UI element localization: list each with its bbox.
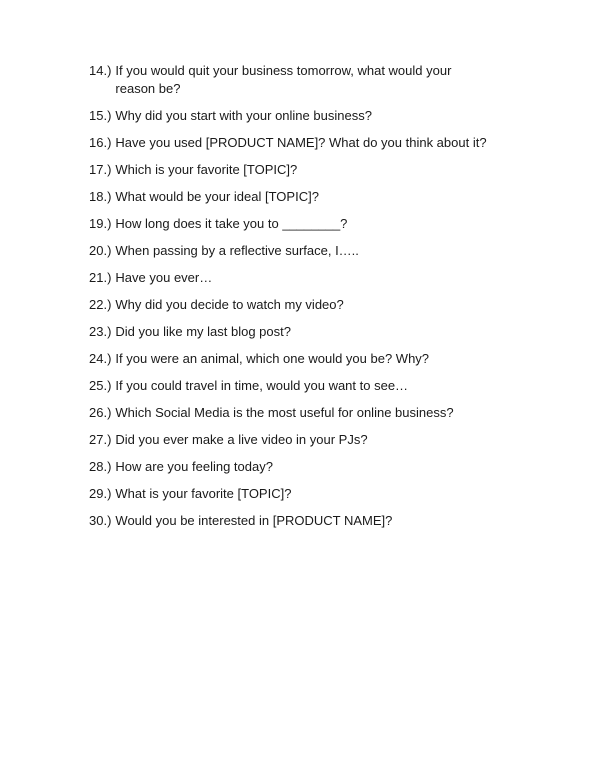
question-list	[89, 62, 529, 539]
question-number: 21.)	[89, 270, 112, 285]
question-text: Have you ever…	[115, 270, 213, 285]
question-number: 28.)	[89, 459, 112, 474]
list-item	[89, 350, 529, 368]
question-text: Did you ever make a live video in your PJs?	[115, 432, 368, 447]
question-text: Which is your favorite [TOPIC]?	[115, 162, 298, 177]
list-item	[89, 431, 529, 449]
question-number: 14.)	[89, 63, 112, 78]
question-number: 17.)	[89, 162, 112, 177]
question-text: How are you feeling today?	[115, 459, 273, 474]
list-item	[89, 188, 529, 206]
question-number: 24.)	[89, 351, 112, 366]
question-text: Did you like my last blog post?	[115, 324, 291, 339]
question-text: What is your favorite [TOPIC]?	[115, 486, 292, 501]
list-item	[89, 134, 529, 152]
list-item	[89, 377, 529, 395]
question-number: 16.)	[89, 135, 112, 150]
question-text: If you would quit your business tomorrow, what would your reason be?	[115, 63, 452, 96]
list-item	[89, 296, 529, 314]
list-item	[89, 485, 529, 503]
question-number: 27.)	[89, 432, 112, 447]
question-text: When passing by a reflective surface, I…..	[115, 243, 359, 258]
list-item	[89, 323, 529, 341]
question-text: Which Social Media is the most useful for online business?	[115, 405, 454, 420]
list-item	[89, 269, 529, 287]
list-item	[89, 458, 529, 476]
question-text: Would you be interested in [PRODUCT NAME]?	[115, 513, 393, 528]
question-text: Why did you decide to watch my video?	[115, 297, 344, 312]
question-text: If you could travel in time, would you want to see…	[115, 378, 409, 393]
list-item	[89, 404, 529, 422]
question-number: 29.)	[89, 486, 112, 501]
list-item	[89, 62, 529, 98]
question-number: 26.)	[89, 405, 112, 420]
question-text: What would be your ideal [TOPIC]?	[115, 189, 319, 204]
question-number: 25.)	[89, 378, 112, 393]
question-number: 30.)	[89, 513, 112, 528]
question-text: Have you used [PRODUCT NAME]? What do you think about it?	[115, 135, 487, 150]
list-item	[89, 242, 529, 260]
question-text: If you were an animal, which one would you be? Why?	[115, 351, 430, 366]
list-item	[89, 215, 529, 233]
question-number: 18.)	[89, 189, 112, 204]
question-number: 20.)	[89, 243, 112, 258]
list-item	[89, 512, 529, 530]
question-number: 23.)	[89, 324, 112, 339]
question-number: 19.)	[89, 216, 112, 231]
question-number: 15.)	[89, 108, 112, 123]
list-item	[89, 107, 529, 125]
question-text: Why did you start with your online business?	[115, 108, 372, 123]
list-item	[89, 161, 529, 179]
question-number: 22.)	[89, 297, 112, 312]
question-text: How long does it take you to ________?	[115, 216, 348, 231]
